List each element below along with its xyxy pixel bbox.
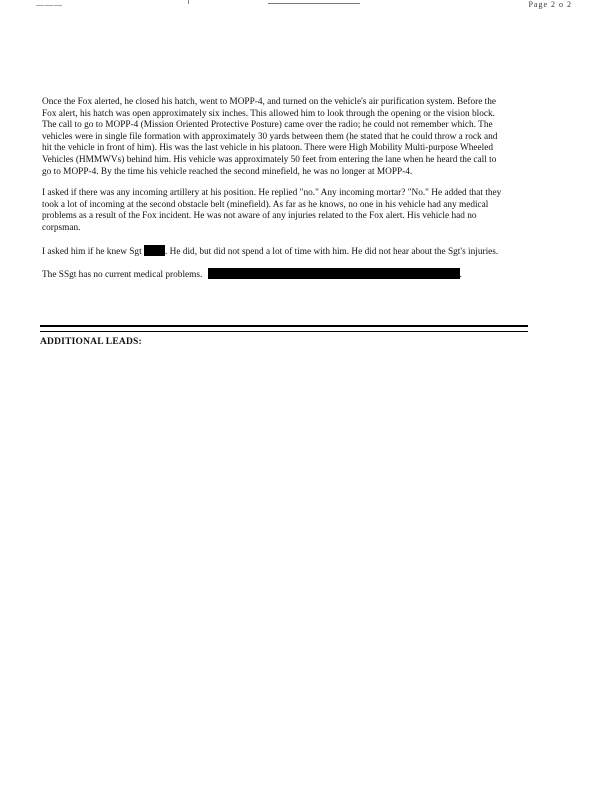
paragraph-medical-status	[42, 268, 502, 282]
paragraph-medical-text: The SSgt has no current medical problems.	[42, 270, 203, 281]
header-left-fragment: ———	[36, 0, 63, 9]
paragraph-sgt-text-before: I asked him if he knew Sgt	[42, 246, 142, 257]
interview-body	[42, 97, 502, 292]
header-rule	[268, 3, 360, 4]
redaction-block	[208, 268, 460, 279]
paragraph-sgt-text-after: . He did, but did not spend a lot of time with him. He did not hear about the Sgt's injuries.	[165, 246, 499, 257]
redaction-block	[144, 245, 165, 256]
paragraph-sgt-question	[42, 245, 502, 259]
section-divider	[40, 325, 528, 327]
paragraph-medical-period: .	[459, 270, 462, 281]
paragraph-mopp-account: Once the Fox alerted, he closed his hatch, went to MOPP-4, and turned on the vehicle's air purification system. Before the Fox alert, his hatch was open approximately six inches. This allowed him to look through the opening or the vision block. The call to go to MOPP-4 (Mission Oriented Protective Posture) came over the radio; he could not remember which. The vehicles were in single file formation with approximately 30 yards between them (he stated that he could throw a rock and hit the vehicle in front of him). His was the last vehicle in his platoon. There were High Mobility Multi-purpose Wheeled Vehicles (HMMWVs) behind him. His vehicle was approximately 50 feet from entering the lane when he heard the call to go to MOPP-4. By the time his vehicle reached the second minefield, he was no longer at MOPP-4.	[42, 97, 498, 177]
additional-leads-heading: ADDITIONAL LEADS:	[40, 337, 142, 347]
header-tick	[188, 0, 189, 4]
paragraph-incoming-fire: I asked if there was any incoming artillery at his position. He replied "no." Any incoming mortar? "No." He added that they took a lot of incoming at the second obstacle belt (minefield). As far as he knows, no one in his vehicle had any medical problems as a result of the Fox incident. He was not aware of any injuries related to the Fox alert. His vehicle had no corpsman.	[42, 188, 502, 233]
header-page-number: Page 2 o 2	[528, 0, 572, 9]
section-divider-thin	[40, 331, 528, 332]
